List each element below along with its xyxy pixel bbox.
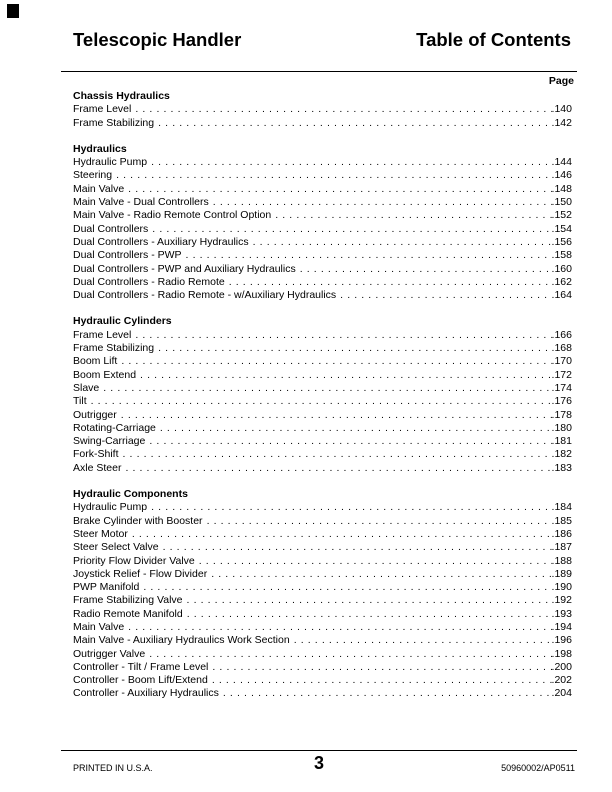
toc-entry [73,594,572,607]
dot-leader [199,555,552,568]
toc-entry [73,448,572,461]
toc-entry-page: . 174 [552,382,572,395]
toc-entry-label: Frame Stabilizing [73,116,155,129]
dot-leader [340,289,551,302]
toc-entry-page: . 187 [552,541,572,554]
dot-leader [128,621,551,634]
dot-leader [123,448,552,461]
dot-leader [186,249,552,262]
document-title: Telescopic Handler [73,29,242,50]
dot-leader [211,568,551,581]
dot-leader [229,276,552,289]
dot-leader [212,674,552,687]
toc-entry-label: Frame Level [73,103,132,116]
toc-entry-page: . 185 [552,515,572,528]
toc-entry-label: Outrigger [73,408,117,421]
toc-section-title: Hydraulic Cylinders [73,315,172,328]
toc-section [73,143,572,303]
toc-entry-page: . 172 [552,369,572,382]
dot-leader [116,169,551,182]
toc-entry-label: Hydraulic Pump [73,501,148,514]
dot-leader [149,648,551,661]
toc-entry-page: . 192 [552,594,572,607]
dot-leader [121,409,552,422]
toc-entry-label: Tilt [73,395,87,408]
toc-entry-label: Dual Controllers - Auxiliary Hydraulics [73,235,249,248]
toc-entry [73,382,572,395]
toc-entry [73,568,572,581]
toc-entry-page: . 158 [552,249,572,262]
toc-section-entries [73,329,572,475]
toc-entry-label: Controller - Boom Lift/Extend [73,674,208,687]
toc-entry-page: . 193 [552,608,572,621]
dot-leader [207,515,552,528]
page-footer [61,750,577,777]
page-title: Table of Contents [416,29,571,50]
dot-leader [213,196,552,209]
dot-leader [294,634,552,647]
toc-entry-label: Slave [73,381,100,394]
dot-leader [212,661,551,674]
dot-leader [187,608,552,621]
dot-leader [143,581,551,594]
toc-entry-label: Steer Motor [73,527,128,540]
toc-entry [73,661,572,674]
toc-entry-page: . 156 [552,236,572,249]
dot-leader [300,263,552,276]
toc-entry-page: . 166 [552,329,572,342]
toc-entry [73,395,572,408]
toc-entry [73,422,572,435]
dot-leader [160,422,552,435]
toc-entry-page: . 154 [552,223,572,236]
toc-entry [73,183,572,196]
toc-entry-label: Main Valve [73,182,125,195]
toc-entry-label: Outrigger Valve [73,647,146,660]
page-column-label: Page [548,75,574,87]
toc-entry-label: Hydraulic Pump [73,156,148,169]
toc-entry-page: . 170 [552,355,572,368]
toc-entry-label: Steer Select Valve [73,541,159,554]
dot-leader [158,117,551,130]
toc-entry-label: Dual Controllers - Radio Remote [73,275,225,288]
toc-entry-page: . 194 [552,621,572,634]
toc-entry-label: Axle Steer [73,461,122,474]
toc-entry [73,409,572,422]
toc-entry [73,355,572,368]
toc-entry [73,223,572,236]
toc-section-entries [73,103,572,130]
toc-entry [73,263,572,276]
toc-entry-label: Controller - Tilt / Frame Level [73,660,209,673]
toc-entry-label: Brake Cylinder with Booster [73,514,203,527]
toc-section-title: Chassis Hydraulics [73,90,170,102]
toc-entry-page: . 152 [552,209,572,222]
dot-leader [103,382,551,395]
toc-entry-label: Frame Stabilizing Valve [73,594,183,607]
header-rule [61,71,577,72]
toc-entry-page: . 200 [552,661,572,674]
toc-entry-label: Priority Flow Divider Valve [73,554,195,567]
dot-leader [125,462,551,475]
dot-leader [132,528,552,541]
toc-entry-label: Dual Controllers - PWP [73,249,182,262]
toc-entry-label: Dual Controllers - Radio Remote - w/Auxiliary Hydraulics [73,289,337,302]
toc-entry-label: Swing-Carriage [73,435,146,448]
toc-entry-page: . 142 [552,117,572,130]
toc-entry-label: Frame Stabilizing [73,342,155,355]
toc-entry-page: . 188 [552,555,572,568]
toc-entry [73,541,572,554]
toc-entry-page: . 140 [552,103,572,116]
toc-entry-page: . 182 [552,448,572,461]
printed-in-label: PRINTED IN U.S.A. [73,763,153,773]
toc-section-title: Hydraulic Components [73,488,188,501]
toc-entry-page: . 184 [552,501,572,514]
toc-entry-page: . 181 [552,435,572,448]
toc-section-entries [73,156,572,302]
toc-entry [73,687,572,700]
toc-entry-label: Frame Level [73,328,132,341]
toc-entry-label: Rotating-Carriage [73,421,156,434]
toc-entry [73,581,572,594]
dot-leader [151,156,551,169]
toc-entry [73,555,572,568]
toc-entry [73,648,572,661]
dot-leader [163,541,552,554]
toc-entry-page: . 186 [552,528,572,541]
toc-entry [73,169,572,182]
toc-entry [73,329,572,342]
toc-entry [73,515,572,528]
dot-leader [149,435,551,448]
toc-entry [73,621,572,634]
toc-entry-label: Boom Lift [73,355,118,368]
dot-leader [135,329,551,342]
toc-entry-page: . 202 [552,674,572,687]
toc-entry-label: Joystick Relief - Flow Divider [73,567,208,580]
toc-entry-label: Controller - Auxiliary Hydraulics [73,687,219,700]
toc-section-entries [73,501,572,700]
toc-entry-label: Main Valve - Dual Controllers [73,196,209,209]
print-registration-mark [7,4,19,18]
toc-entry [73,249,572,262]
toc-entry [73,117,572,130]
dot-leader [91,395,552,408]
toc-entry-label: Fork-Shift [73,448,119,461]
toc-entry-label: Radio Remote Manifold [73,607,183,620]
toc-entry-label: Dual Controllers - PWP and Auxiliary Hydraulics [73,262,296,275]
toc-entry-page: . 168 [552,342,572,355]
toc-entry [73,342,572,355]
toc-entry [73,156,572,169]
page-number: 3 [313,753,325,773]
toc-entry-page: . 196 [552,634,572,647]
toc-entry [73,209,572,222]
toc-entry [73,608,572,621]
toc-entry-label: Dual Controllers [73,222,149,235]
toc-entry-label: PWP Manifold [73,581,140,594]
dot-leader [223,687,552,700]
toc-entry-page: . 176 [552,395,572,408]
toc-entry [73,369,572,382]
toc-section [73,488,572,701]
dot-leader [128,183,551,196]
toc-entry-page: . 160 [552,263,572,276]
toc-entry [73,528,572,541]
toc-entry-page: . 178 [552,409,572,422]
table-of-contents [61,90,577,701]
toc-entry [73,634,572,647]
toc-entry-page: . 144 [552,156,572,169]
toc-entry-page: . 180 [552,422,572,435]
toc-entry-page: . 146 [552,169,572,182]
toc-entry [73,289,572,302]
toc-entry [73,435,572,448]
dot-leader [187,594,552,607]
toc-entry-page: . 148 [552,183,572,196]
toc-entry-page: . 198 [552,648,572,661]
dot-leader [152,223,551,236]
dot-leader [135,103,551,116]
toc-entry [73,103,572,116]
toc-entry [73,276,572,289]
toc-entry [73,196,572,209]
toc-entry-page: . 189 [552,568,572,581]
dot-leader [253,236,552,249]
toc-entry [73,674,572,687]
toc-section [73,315,572,475]
dot-leader [140,369,552,382]
toc-entry-page: . 162 [552,276,572,289]
dot-leader [275,209,551,222]
page-header [61,29,577,51]
dot-leader [121,355,551,368]
toc-entry-label: Main Valve [73,620,125,633]
toc-entry-page: . 164 [552,289,572,302]
toc-entry [73,462,572,475]
toc-entry-label: Steering [73,169,113,182]
toc-entry-label: Main Valve - Radio Remote Control Option [73,209,272,222]
dot-leader [158,342,551,355]
toc-entry-label: Boom Extend [73,368,137,381]
toc-entry [73,236,572,249]
toc-entry-label: Main Valve - Auxiliary Hydraulics Work Section [73,634,290,647]
toc-entry-page: . 190 [552,581,572,594]
toc-section [73,90,572,130]
toc-section-title: Hydraulics [73,142,127,155]
toc-entry [73,501,572,514]
toc-entry-page: . 204 [552,687,572,700]
document-code: 50960002/AP0511 [501,763,575,773]
toc-entry-page: . 150 [552,196,572,209]
toc-entry-page: . 183 [552,462,572,475]
dot-leader [151,501,551,514]
